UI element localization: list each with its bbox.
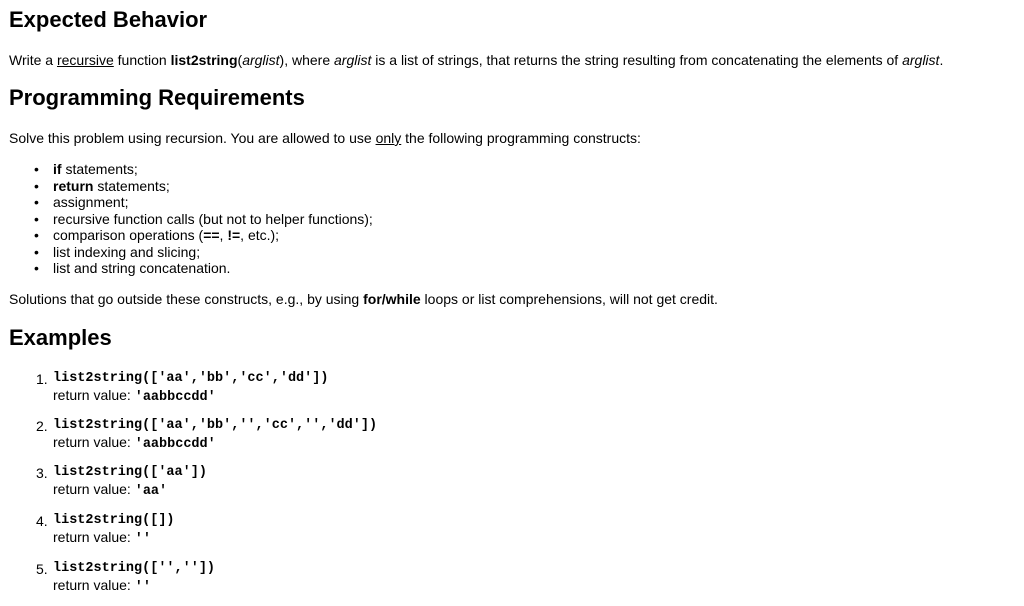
example-return: return value: '' — [53, 577, 151, 595]
example-return: return value: 'aa' — [53, 481, 168, 499]
arg-name: arglist — [902, 52, 940, 68]
requirements-outro: Solutions that go outside these constructs, e.g., by using for/while loops or list comprehensions, will not get credit. — [9, 291, 718, 307]
example-call: list2string(['aa']) — [53, 465, 207, 480]
list-item: • return statements; — [9, 178, 373, 195]
list-item: • if statements; — [9, 161, 373, 178]
arg-name: arglist — [334, 52, 372, 68]
list-item: • assignment; — [9, 194, 373, 211]
example-call: list2string([]) — [53, 513, 175, 528]
list-item: • list indexing and slicing; — [9, 244, 373, 261]
example-call: list2string(['aa','bb','','cc','','dd']) — [53, 418, 378, 433]
list-item: • list and string concatenation. — [9, 260, 373, 277]
list-item: • comparison operations (==, !=, etc.); — [9, 227, 373, 244]
only-word: only — [375, 130, 402, 146]
list-item: • recursive function calls (but not to helper functions); — [9, 211, 373, 228]
expected-behavior-text: Write a recursive function list2string(arglist), where arglist is a list of strings, that returns the string resulting from concatenating the elements of arglist. — [9, 52, 944, 68]
heading-programming-requirements: Programming Requirements — [9, 85, 305, 110]
example-return: return value: 'aabbccdd' — [53, 387, 216, 405]
requirements-intro: Solve this problem using recursion. You are allowed to use only the following programming constructs: — [9, 130, 641, 146]
example-return: return value: '' — [53, 529, 151, 547]
recursive-word: recursive — [56, 52, 114, 68]
example-call: list2string(['','']) — [53, 561, 216, 576]
constructs-list — [9, 161, 373, 277]
heading-examples: Examples — [9, 325, 112, 350]
arg-name: arglist — [242, 52, 280, 68]
function-name: list2string — [170, 52, 238, 68]
example-return: return value: 'aabbccdd' — [53, 434, 216, 452]
example-call: list2string(['aa','bb','cc','dd']) — [53, 371, 329, 386]
heading-expected-behavior: Expected Behavior — [9, 7, 208, 32]
